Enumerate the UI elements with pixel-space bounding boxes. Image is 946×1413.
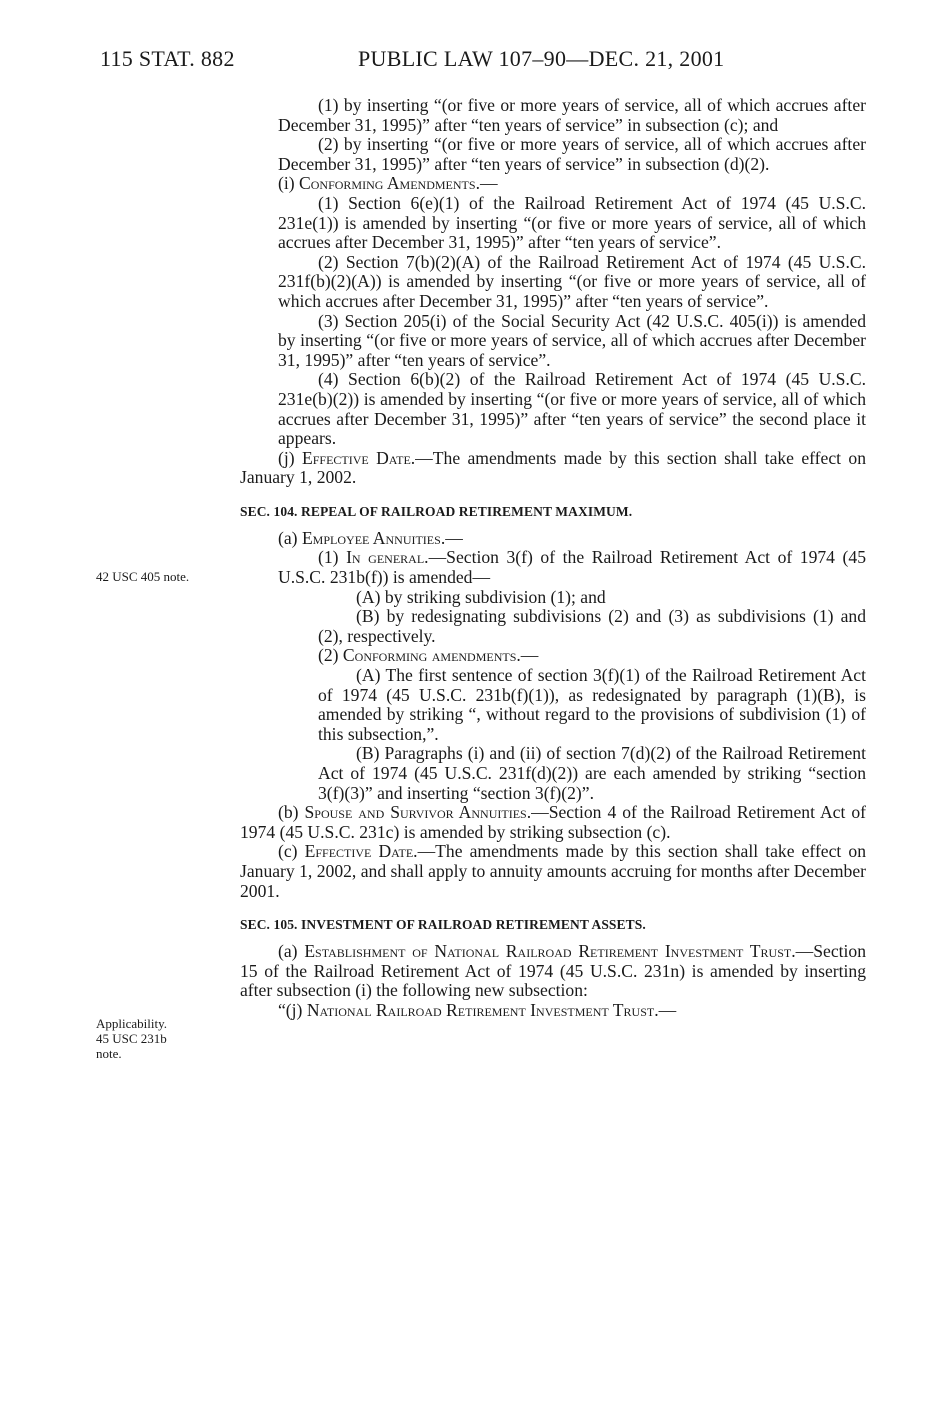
heading-text: Effective Date — [301, 447, 411, 468]
margin-note-line: note. — [96, 1046, 122, 1061]
enumerator: (c) — [278, 841, 298, 862]
paragraph: (2) Section 7(b)(2)(A) of the Railroad Retirement Act of 1974 (45 U.S.C. 231f(b)(2)(A)) is amended by inserting “(or five or more years of service, all of which accrues after December 31, 1995)” after “ten years of service”. — [278, 251, 866, 311]
section-heading: SEC. 105. INVESTMENT OF RAILROAD RETIREMENT ASSETS. — [240, 917, 646, 933]
paragraph-text: .—The amendments made by this section shall take effect on January 1, 2002. — [240, 447, 866, 488]
paragraph: (1) Section 6(e)(1) of the Railroad Retirement Act of 1974 (45 U.S.C. 231e(1)) is amended by inserting “(or five or more years of service, all of which accrues after December 31, 1995)” after “ten years of service”. — [278, 192, 866, 253]
paragraph: (3) Section 205(i) of the Social Security Act (42 U.S.C. 405(i)) is amended by inserting “(or five or more years of service, all of which accrues after December 31, 1995)” after “ten years of service”. — [278, 310, 866, 370]
paragraph: (1) by inserting “(or five or more years of service, all of which accrues after December 31, 1995)” after “ten years of service” in subsection (c); and — [278, 95, 866, 135]
margin-note-usc-405: 42 USC 405 note. — [96, 569, 190, 584]
heading-dash: .— — [654, 999, 677, 1020]
heading-text: Effective Date — [304, 841, 414, 862]
margin-note-line: Applicability. — [96, 1016, 168, 1031]
paragraph-text: .—Section 4 of the Railroad Retirement Act of 1974 (45 U.S.C. 231c) is amended by striking subsection (c). — [240, 802, 866, 842]
margin-note-line: 45 USC 231b — [96, 1031, 167, 1046]
paragraph-text: .—Section 15 of the Railroad Retirement Act of 1974 (45 U.S.C. 231n) is amended by inserting after subsection (i) the following new subsection: — [240, 941, 866, 1001]
paragraph-text: .—Section 3(f) of the Railroad Retirement Act of 1974 (45 U.S.C. 231b(f)) is amended— — [278, 547, 866, 588]
enumerator: (b) — [278, 802, 299, 823]
heading-dash: .— — [475, 173, 498, 194]
heading-dash: .— — [440, 527, 463, 548]
heading-text: Conforming amendments — [342, 645, 517, 666]
stat-page-number: 115 STAT. 882 — [100, 46, 235, 71]
heading-text: Employee Annuities — [301, 527, 441, 548]
enumerator: (a) — [278, 527, 298, 548]
heading-text: In general — [346, 547, 425, 568]
heading-dash: .— — [516, 645, 539, 666]
subsection-heading — [240, 1001, 866, 1021]
enumerator: (1) — [318, 547, 339, 568]
paragraph — [240, 803, 866, 842]
paragraph — [240, 942, 866, 1001]
paragraph-text: .—The amendments made by this section shall take effect on January 1, 2002, and shall apply to annuity amounts accruing for months after December 2001. — [240, 841, 866, 901]
paragraph: (A) The first sentence of section 3(f)(1) of the Railroad Retirement Act of 1974 (45 U.S.C. 231b(f)(1)), as redesignated by paragraph (1)(B), is amended by striking “, without regard to the provisions of subdivision (1) of this subsection,”. — [318, 665, 866, 744]
enumerator: (a) — [278, 941, 298, 962]
heading-text: Conforming Amendments — [299, 173, 476, 194]
paragraph — [240, 449, 866, 488]
paragraph-heading — [278, 646, 866, 666]
subsection-heading — [240, 529, 866, 549]
paragraph: (4) Section 6(b)(2) of the Railroad Retirement Act of 1974 (45 U.S.C. 231e(b)(2)) is amended by inserting “(or five or more years of service, all of which accrues after December 31, 1995)” after “ten years of service” the second place it appears. — [278, 369, 866, 449]
enumerator: (i) — [278, 173, 295, 194]
subsection-heading — [240, 174, 866, 194]
heading-text: Spouse and Survivor Annuities — [304, 802, 527, 823]
paragraph: (A) by striking subdivision (1); and — [356, 586, 606, 607]
paragraph: (2) by inserting “(or five or more years of service, all of which accrues after December 31, 1995)” after “ten years of service” in subsection (d)(2). — [278, 134, 866, 174]
heading-text: Establishment of National Railroad Retirement Investment Trust — [304, 941, 792, 962]
margin-note-applicability — [96, 1016, 167, 1061]
section-heading: SEC. 104. REPEAL OF RAILROAD RETIREMENT MAXIMUM. — [240, 503, 633, 519]
paragraph — [240, 842, 866, 901]
law-title-header: PUBLIC LAW 107–90—DEC. 21, 2001 — [358, 46, 725, 71]
paragraph: (B) by redesignating subdivisions (2) and (3) as subdivisions (1) and (2), respectively. — [318, 606, 866, 646]
paragraph — [278, 548, 866, 587]
enumerator: (j) — [278, 447, 295, 468]
enumerator: “(j) — [278, 999, 303, 1020]
heading-text: National Railroad Retirement Investment Trust — [306, 999, 655, 1020]
document-body — [240, 96, 866, 1021]
enumerator: (2) — [318, 645, 339, 666]
paragraph: (B) Paragraphs (i) and (ii) of section 7(d)(2) of the Railroad Retirement Act of 1974 (45 U.S.C. 231f(d)(2)) are each amended by striking “section 3(f)(3)” and inserting “section 3(f)(2)”. — [318, 743, 866, 803]
